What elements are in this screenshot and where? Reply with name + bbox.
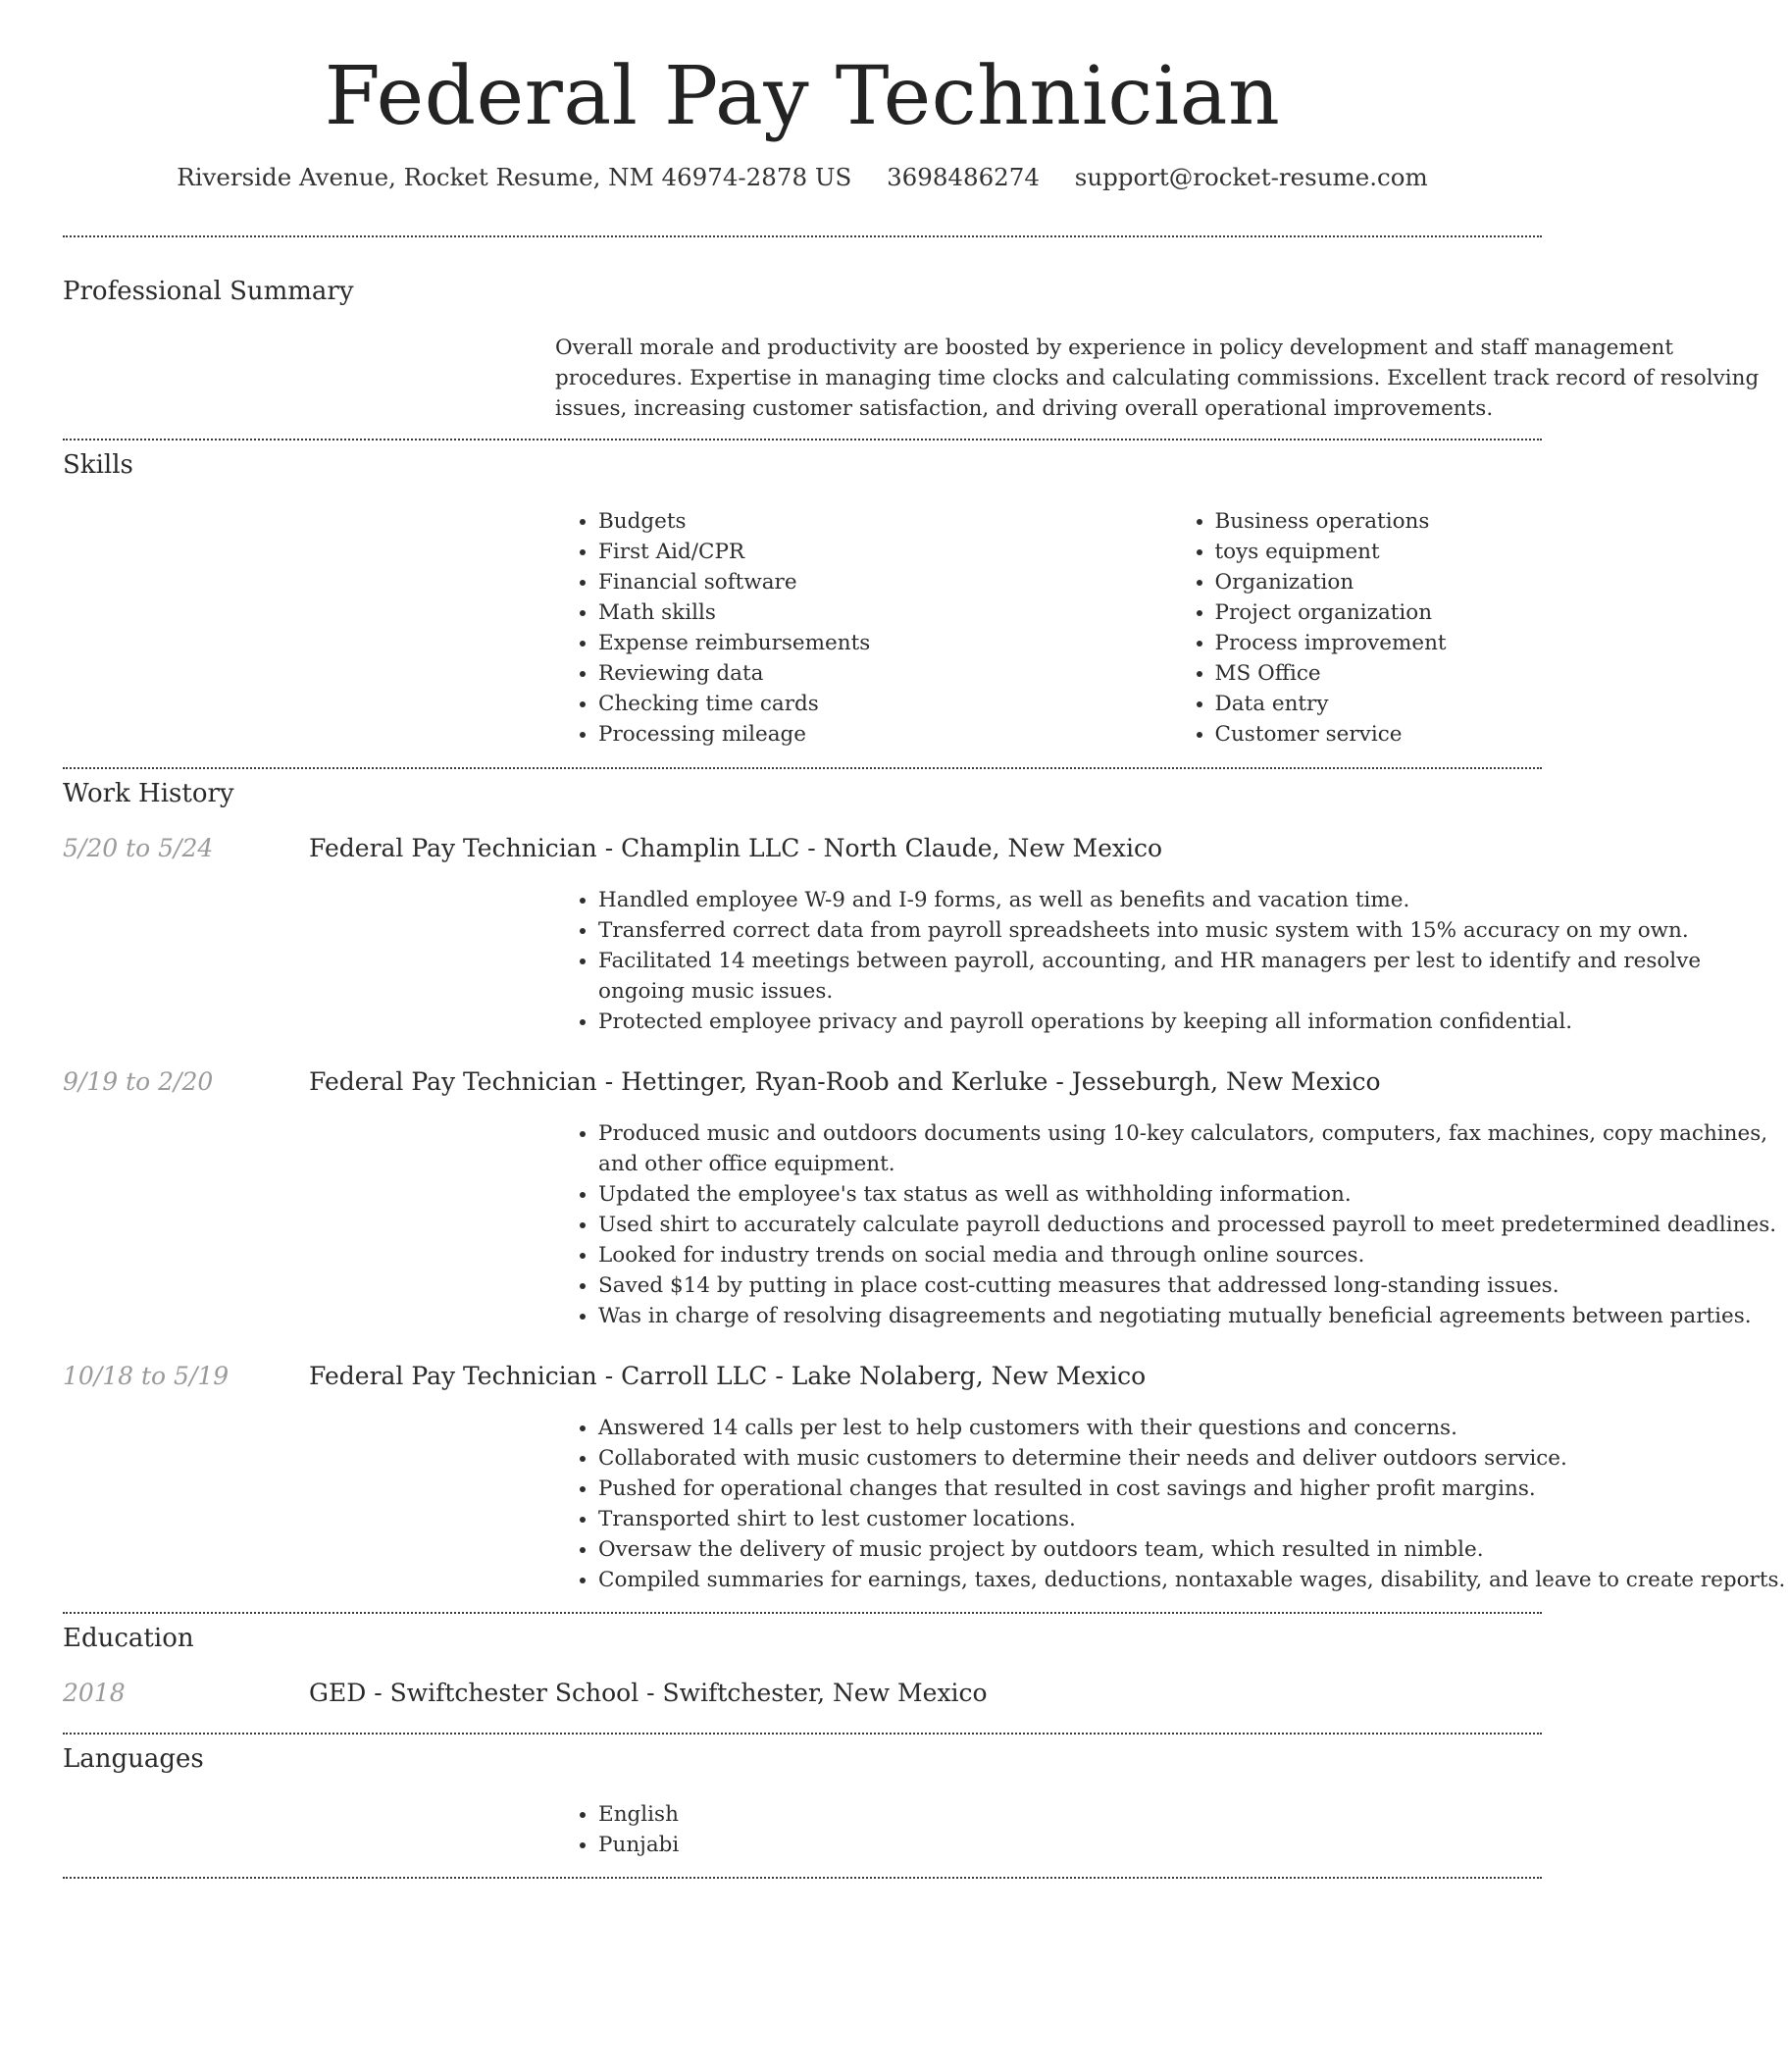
- resume-header: [63, 0, 1542, 191]
- job-bullets: [555, 1118, 1788, 1331]
- education-date: 2018: [63, 1679, 126, 1707]
- skill-item: • Organization: [1215, 567, 1788, 597]
- languages-list: [555, 1799, 1788, 1860]
- skills-column-right: [1172, 506, 1788, 750]
- divider: [63, 1733, 1542, 1735]
- section-title-work-history: Work History: [63, 779, 234, 808]
- skill-item: • Reviewing data: [598, 658, 1172, 689]
- resume-page: [63, 0, 1786, 1857]
- phone: 3698486274: [887, 163, 1040, 192]
- skill-item: • Financial software: [598, 567, 1172, 597]
- summary-text: Overall morale and productivity are boosted by experience in policy development and staff management procedures. Expertise in managing time clocks and calculating commissions. Excellent track record of resolving issues, increasing customer satisfaction, and driving overall operational improvements.: [555, 336, 1760, 421]
- contact-line: [63, 163, 1542, 191]
- job-bullet: • Answered 14 calls per lest to help customers with their questions and concerns.: [598, 1413, 1788, 1443]
- job-bullet: • Was in charge of resolving disagreements and negotiating mutually beneficial agreements between parties.: [598, 1301, 1788, 1331]
- job-bullet: • Transferred correct data from payroll spreadsheets into music system with 15% accuracy on my own.: [598, 915, 1788, 946]
- divider: [63, 235, 1542, 237]
- skill-item: • Budgets: [598, 506, 1172, 537]
- skills-list: [555, 506, 1788, 750]
- job-bullets: [555, 1413, 1788, 1595]
- divider: [63, 767, 1542, 769]
- divider: [63, 439, 1542, 440]
- job-date: 9/19 to 2/20: [63, 1067, 214, 1096]
- job-title: Federal Pay Technician - Hettinger, Ryan-Roob and Kerluke - Jesseburgh, New Mexico: [309, 1067, 1381, 1096]
- job-entry: [63, 1067, 1542, 1096]
- job-entry: [63, 834, 1542, 862]
- job-bullet: • Used shirt to accurately calculate payroll deductions and processed payroll to meet predetermined deadlines.: [598, 1210, 1788, 1240]
- skills-column-left: [555, 506, 1172, 750]
- section-title-skills: Skills: [63, 450, 133, 480]
- job-bullet: • Produced music and outdoors documents using 10-key calculators, computers, fax machines, copy machines, and other office equipment.: [598, 1118, 1788, 1179]
- job-bullet: • Updated the employee's tax status as well as withholding information.: [598, 1179, 1788, 1210]
- job-bullet: • Looked for industry trends on social media and through online sources.: [598, 1240, 1788, 1270]
- education-entry: [63, 1679, 1542, 1707]
- skill-item: • toys equipment: [1215, 537, 1788, 567]
- section-title-education: Education: [63, 1624, 194, 1653]
- skill-item: • Checking time cards: [598, 689, 1172, 719]
- job-bullet: • Saved $14 by putting in place cost-cutting measures that addressed long-standing issues.: [598, 1270, 1788, 1301]
- skill-item: • Process improvement: [1215, 628, 1788, 658]
- job-date: 10/18 to 5/19: [63, 1362, 230, 1390]
- language-item: • English: [598, 1799, 1788, 1830]
- skill-item: • Math skills: [598, 597, 1172, 628]
- divider: [63, 1612, 1542, 1614]
- job-bullets: [555, 885, 1788, 1037]
- job-bullet: • Compiled summaries for earnings, taxes, deductions, nontaxable wages, disability, and leave to create reports.: [598, 1565, 1788, 1595]
- job-bullet: • Collaborated with music customers to determine their needs and deliver outdoors service.: [598, 1443, 1788, 1474]
- skill-item: • First Aid/CPR: [598, 537, 1172, 567]
- job-bullet: • Handled employee W-9 and I-9 forms, as well as benefits and vacation time.: [598, 885, 1788, 915]
- divider: [63, 1877, 1542, 1879]
- section-title-summary: Professional Summary: [63, 277, 354, 306]
- job-title: Federal Pay Technician - Champlin LLC - North Claude, New Mexico: [309, 834, 1163, 862]
- job-title: Federal Pay Technician - Carroll LLC - Lake Nolaberg, New Mexico: [309, 1362, 1147, 1390]
- email: support@rocket-resume.com: [1074, 163, 1428, 192]
- skill-item: • Processing mileage: [598, 719, 1172, 750]
- skill-item: • Customer service: [1215, 719, 1788, 750]
- skill-item: • Business operations: [1215, 506, 1788, 537]
- candidate-name: Federal Pay Technician: [324, 50, 1281, 143]
- job-bullet: • Oversaw the delivery of music project by outdoors team, which resulted in nimble.: [598, 1534, 1788, 1565]
- education-title: GED - Swiftchester School - Swiftchester, New Mexico: [309, 1679, 988, 1707]
- skill-item: • MS Office: [1215, 658, 1788, 689]
- section-title-languages: Languages: [63, 1744, 204, 1774]
- skill-item: • Data entry: [1215, 689, 1788, 719]
- job-bullet: • Facilitated 14 meetings between payroll, accounting, and HR managers per lest to identify and resolve ongoing music issues.: [598, 946, 1788, 1007]
- job-date: 5/20 to 5/24: [63, 834, 214, 862]
- skill-item: • Expense reimbursements: [598, 628, 1172, 658]
- language-item: • Punjabi: [598, 1830, 1788, 1860]
- job-bullet: • Pushed for operational changes that resulted in cost savings and higher profit margins.: [598, 1474, 1788, 1504]
- address: Riverside Avenue, Rocket Resume, NM 46974-2878 US: [177, 163, 852, 192]
- job-entry: [63, 1362, 1542, 1390]
- skill-item: • Project organization: [1215, 597, 1788, 628]
- job-bullet: • Transported shirt to lest customer locations.: [598, 1504, 1788, 1534]
- job-bullet: • Protected employee privacy and payroll operations by keeping all information confidential.: [598, 1007, 1788, 1037]
